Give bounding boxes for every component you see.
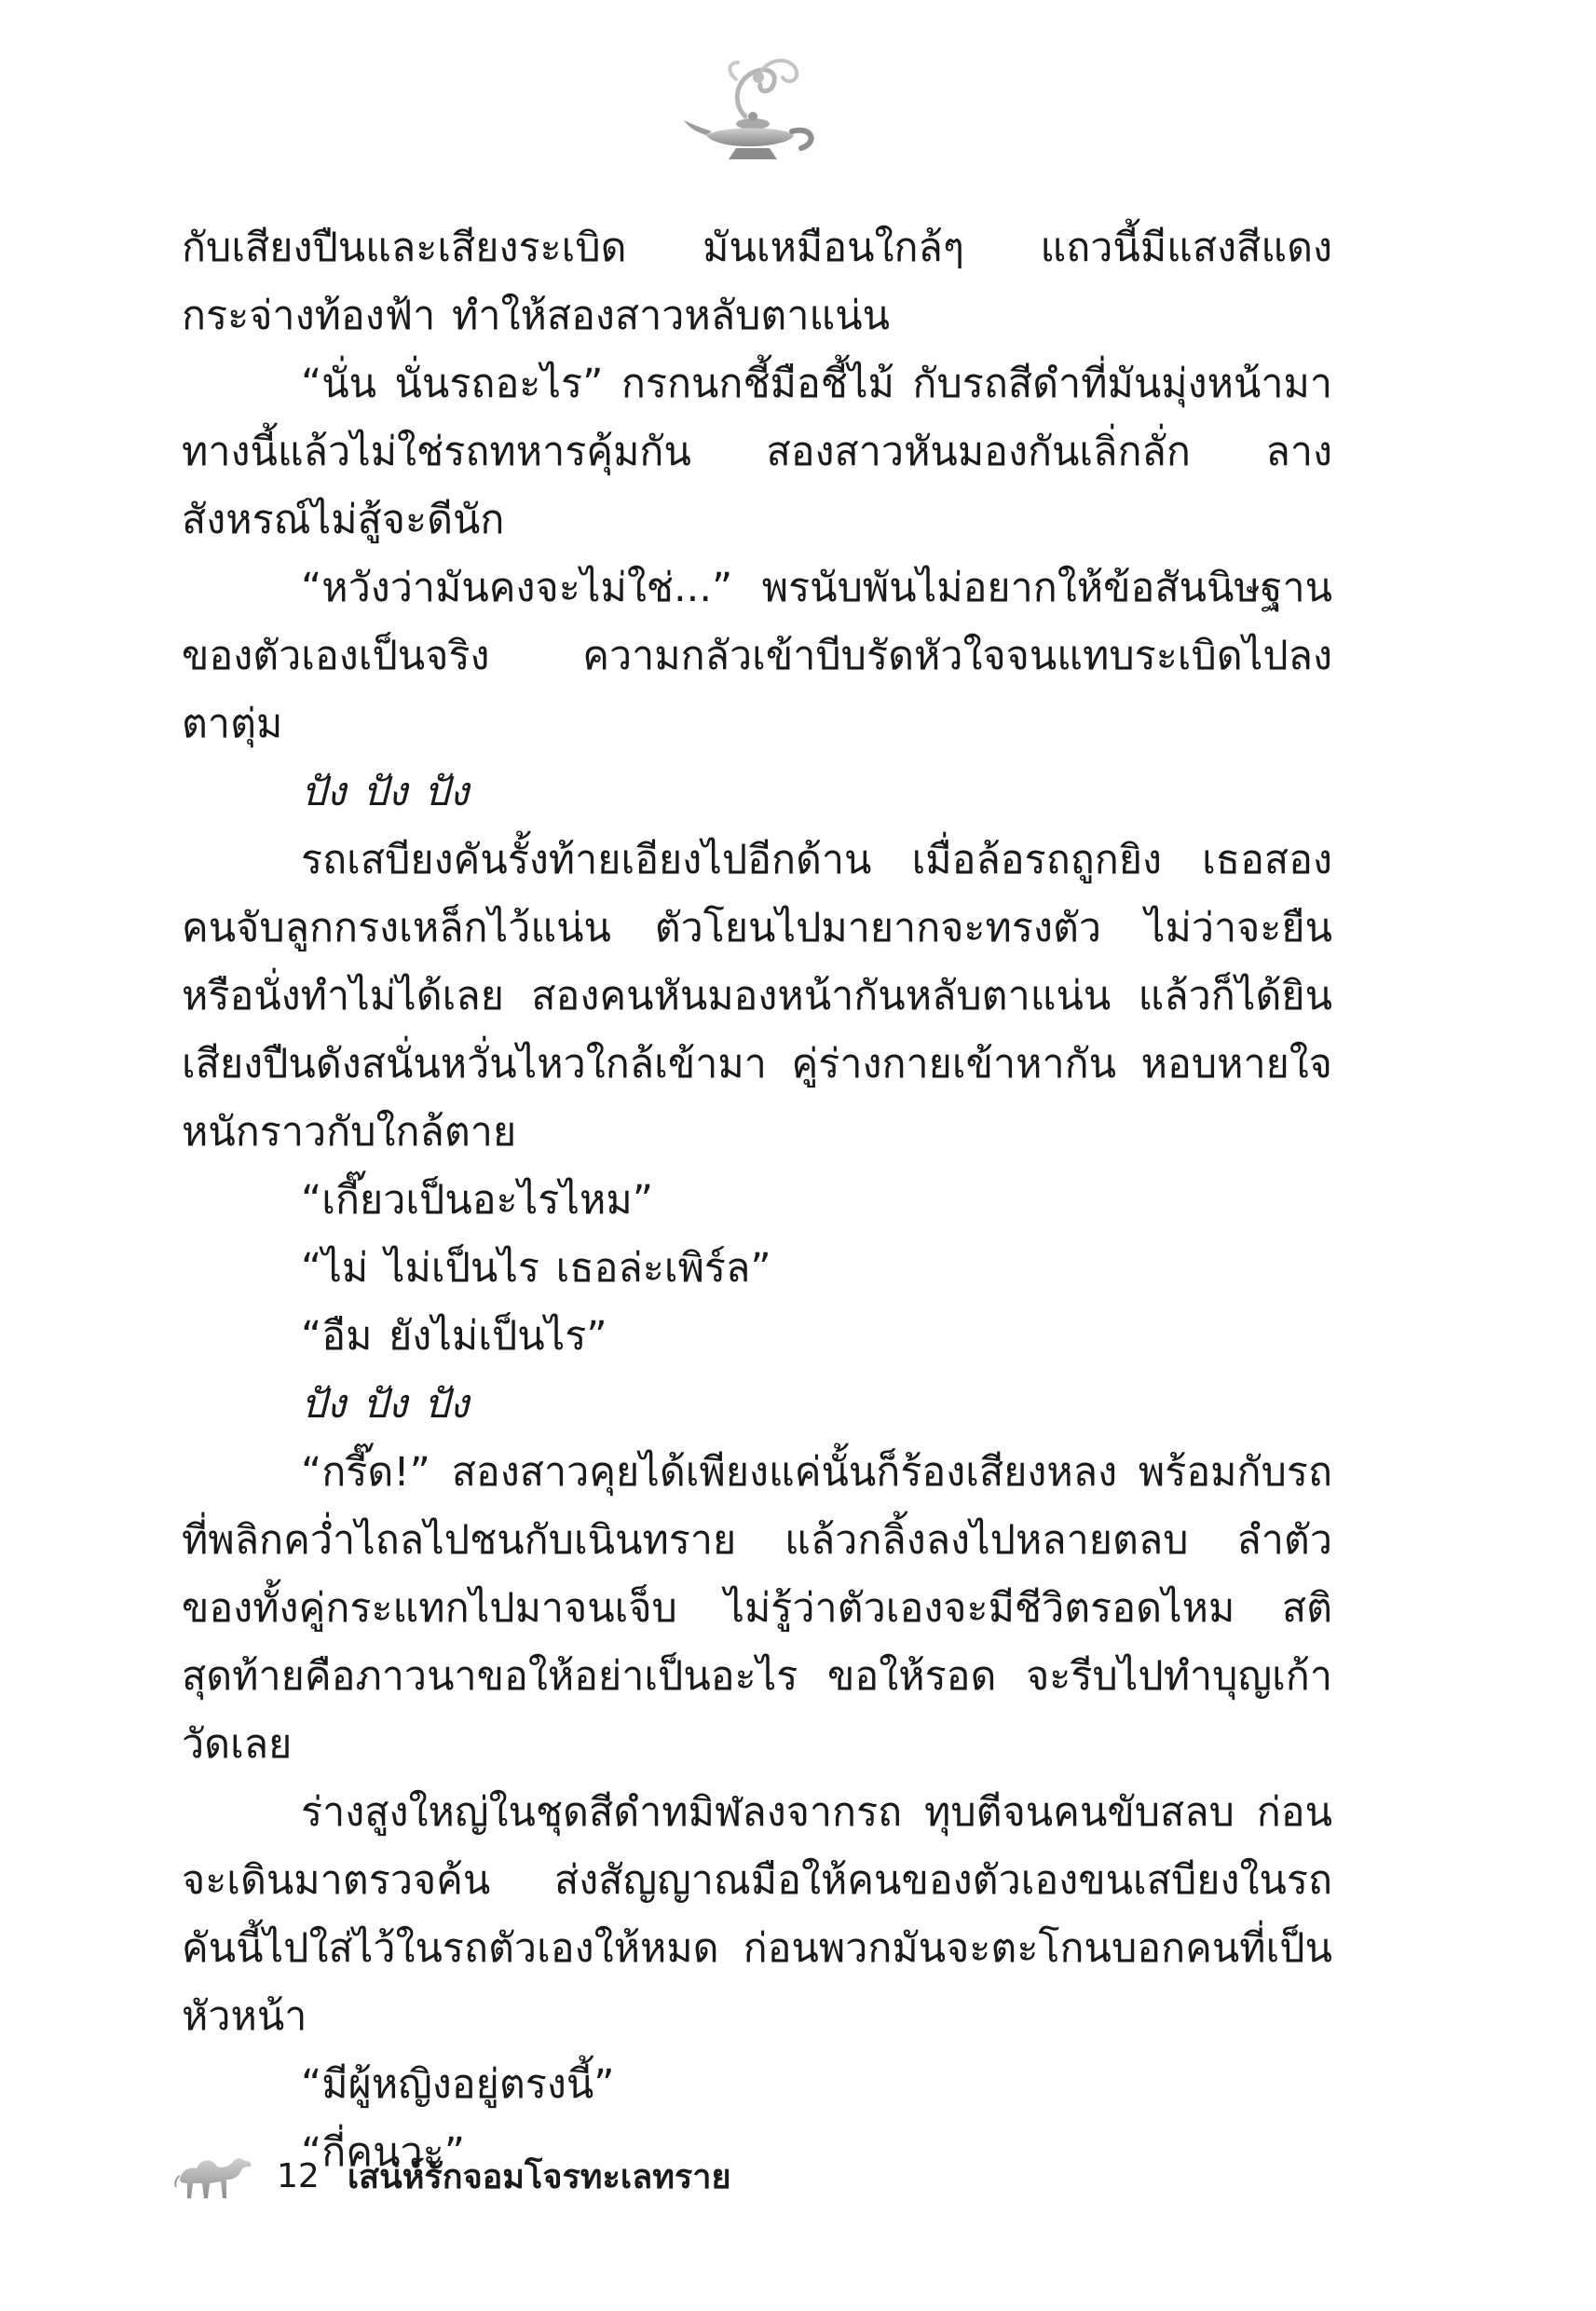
dialogue-1: “เกี๊ยวเป็นอะไรไหม” bbox=[301, 1177, 653, 1224]
dialogue-3: “อืม ยังไม่เป็นไร” bbox=[301, 1313, 607, 1360]
sound-effect-2: ปัง ปัง ปัง bbox=[301, 1381, 470, 1428]
book-title: เสน่ห์รักจอมโจรทะเลทราย bbox=[347, 2157, 731, 2196]
dialogue-5: “กี่คนวะ” bbox=[301, 2129, 465, 2176]
dialogue-2: “ไม่ ไม่เป็นไร เธอล่ะเพิร์ล” bbox=[301, 1245, 771, 1292]
paragraph-10: “กรี๊ด!” สองสาวคุยได้เพียงแค่นั้นก็ร้องเสียงหลง พร้อมกับรถที่พลิกคว่ำไถลไปชนกับเนินทราย แล้วกลิ้งลงไปหลายตลบ ลำตัวของทั้งคู่กระแทกไปมาจนเจ็บ ไม่รู้ว่าตัวเองจะมีชีวิตรอดไหม สติสุดท้ายคือภาวนาขอให้อย่าเป็นอะไร ขอให้รอด จะรีบไปทำบุญเก้าวัดเลย bbox=[182, 1449, 1332, 1768]
paragraph-3: “หวังว่ามันคงจะไม่ใช่...” พรนับพันไม่อยากให้ข้อสันนิษฐานของตัวเองเป็นจริง ความกลัวเข้าบีบรัดหัวใจจนแทบระเบิดไปลงตาตุ่ม bbox=[182, 565, 1332, 747]
paragraph-11: ร่างสูงใหญ่ในชุดสีดำทมิฬลงจากรถ ทุบตีจนคนขับสลบ ก่อนจะเดินมาตรวจค้น ส่งสัญญาณมือให้คนของตัวเองขนเสบียงในรถคันนี้ไปใส่ไว้ในรถตัวเองให้หมด ก่อนพวกมันจะตะโกนบอกคนที่เป็นหัวหน้า bbox=[182, 1789, 1332, 2040]
page-number: 12 bbox=[277, 2156, 320, 2195]
body-text bbox=[182, 214, 1332, 2187]
page-footer bbox=[172, 2143, 1011, 2208]
magic-lamp-genie-icon bbox=[680, 51, 829, 172]
sound-effect-1: ปัง ปัง ปัง bbox=[301, 769, 470, 815]
paragraph-5: รถเสบียงคันรั้งท้ายเอียงไปอีกด้าน เมื่อล้อรถถูกยิง เธอสองคนจับลูกกรงเหล็กไว้แน่น ตัวโยนไปมายากจะทรงตัว ไม่ว่าจะยืนหรือนั่งทำไม่ได้เลย สองคนหันมองหน้ากันหลับตาแน่น แล้วก็ได้ยินเสียงปืนดังสนั่นหวั่นไหวใกล้เข้ามา คู่ร่างกายเข้าหากัน หอบหายใจหนักราวกับใกล้ตาย bbox=[182, 837, 1332, 1156]
camel-icon bbox=[172, 2148, 256, 2204]
paragraph-2: “นั่น นั่นรถอะไร” กรกนกชี้มือชี้ไม้ กับรถสีดำที่มันมุ่งหน้ามาทางนี้แล้วไม่ใช่รถทหารคุ้มกัน สองสาวหันมองกันเลิ่กลั่ก ลางสังหรณ์ไม่สู้จะดีนัก bbox=[182, 361, 1332, 543]
paragraph-1: กับเสียงปืนและเสียงระเบิด มันเหมือนใกล้ๆ แถวนี้มีแสงสีแดงกระจ่างท้องฟ้า ทำให้สองสาวหลับตาแน่น bbox=[182, 225, 1332, 339]
dialogue-4: “มีผู้หญิงอยู่ตรงนี้” bbox=[301, 2061, 615, 2108]
